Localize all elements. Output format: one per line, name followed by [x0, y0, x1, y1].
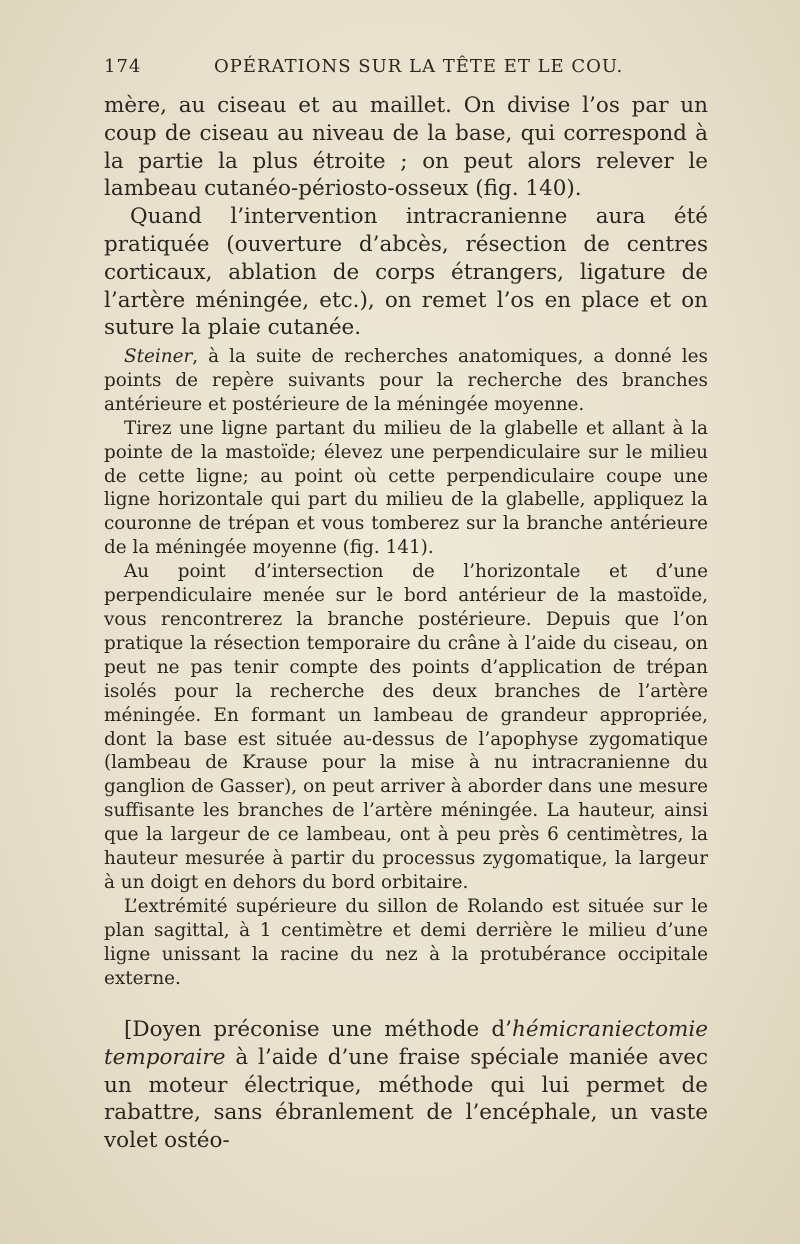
paragraph-rolando: L’extrémité supérieure du sillon de Rolando est située sur le plan sagittal, à 1 centimètre et demi derrière le milieu d’une ligne unissant la racine du nez à la protubérance occipitale externe.	[104, 895, 708, 989]
page-number: 174	[104, 56, 142, 77]
small-print-block	[104, 345, 708, 990]
paragraph-glabelle: Tirez une ligne partant du milieu de la glabelle et allant à la pointe de la mastoïde; élevez une perpendiculaire sur le milieu de cette ligne; au point où cette perpendiculaire coupe une ligne horizontale qui part du milieu de la glabelle, appliquez la couronne de trépan et vous tomberez sur la branche antérieure de la méningée moyenne (fig. 141).	[104, 417, 708, 559]
paragraph-doyen-end: à l’aide d’une fraise spéciale maniée avec un moteur électrique, méthode qui lui permet de rabattre, sans ébranlement de l’encéphale, un vaste volet ostéo-	[104, 1044, 708, 1154]
paragraph-intervention: Quand l’intervention intracranienne aura été pratiquée (ouverture d’abcès, résection de centres corticaux, ablation de corps étrangers, ligature de l’artère méningée, etc.), on remet l’os en place et on suture la plaie cutanée.	[104, 204, 708, 341]
paragraph-doyen	[104, 1016, 708, 1155]
main-text-block	[104, 92, 708, 342]
paragraph-continuation: mère, au ciseau et au maillet. On divise l’os par un coup de ciseau au niveau de la base, qui correspond à la partie la plus étroite ; on peut alors relever le lambeau cutanéo-périosto-osseux (fig. 140).	[104, 93, 708, 202]
page-header	[104, 56, 704, 86]
doyen-text-block	[104, 1016, 708, 1155]
paragraph-intersection: Au point d’intersection de l’horizontale et d’une perpendiculaire menée sur le bord antérieur de la mastoïde, vous rencontrerez la branche postérieure. Depuis que l’on pratique la résection temporaire du crâne à l’aide du ciseau, on peut ne pas tenir compte des points d’application de trépan isolés pour la recherche des deux branches de l’artère méningée. En formant un lambeau de grandeur appropriée, dont la base est située au-dessus de l’apophyse zygomatique (lambeau de Krause pour la mise à nu intracranienne du ganglion de Gasser), on peut arriver à aborder dans une mesure suffisante les branches de l’artère méningée. La hauteur, ainsi que la largeur de ce lambeau, ont à peu près 6 centimètres, la hauteur mesurée à partir du processus zygomatique, la largeur à un doigt en dehors du bord orbitaire.	[104, 561, 708, 893]
author-name: Steiner	[124, 346, 193, 367]
paragraph-doyen-start: [Doyen préconise une méthode d’	[124, 1017, 512, 1042]
paragraph-steiner-text: , à la suite de recherches anatomiques, a donné les points de repère suivants pour la recherche des branches antérieure et postérieure de la méningée moyenne.	[104, 346, 708, 415]
running-title: OPÉRATIONS SUR LA TÊTE ET LE COU.	[214, 56, 624, 77]
paragraph-steiner	[104, 345, 708, 417]
procedure-name: hémicraniectomie temporaire	[104, 1017, 708, 1070]
